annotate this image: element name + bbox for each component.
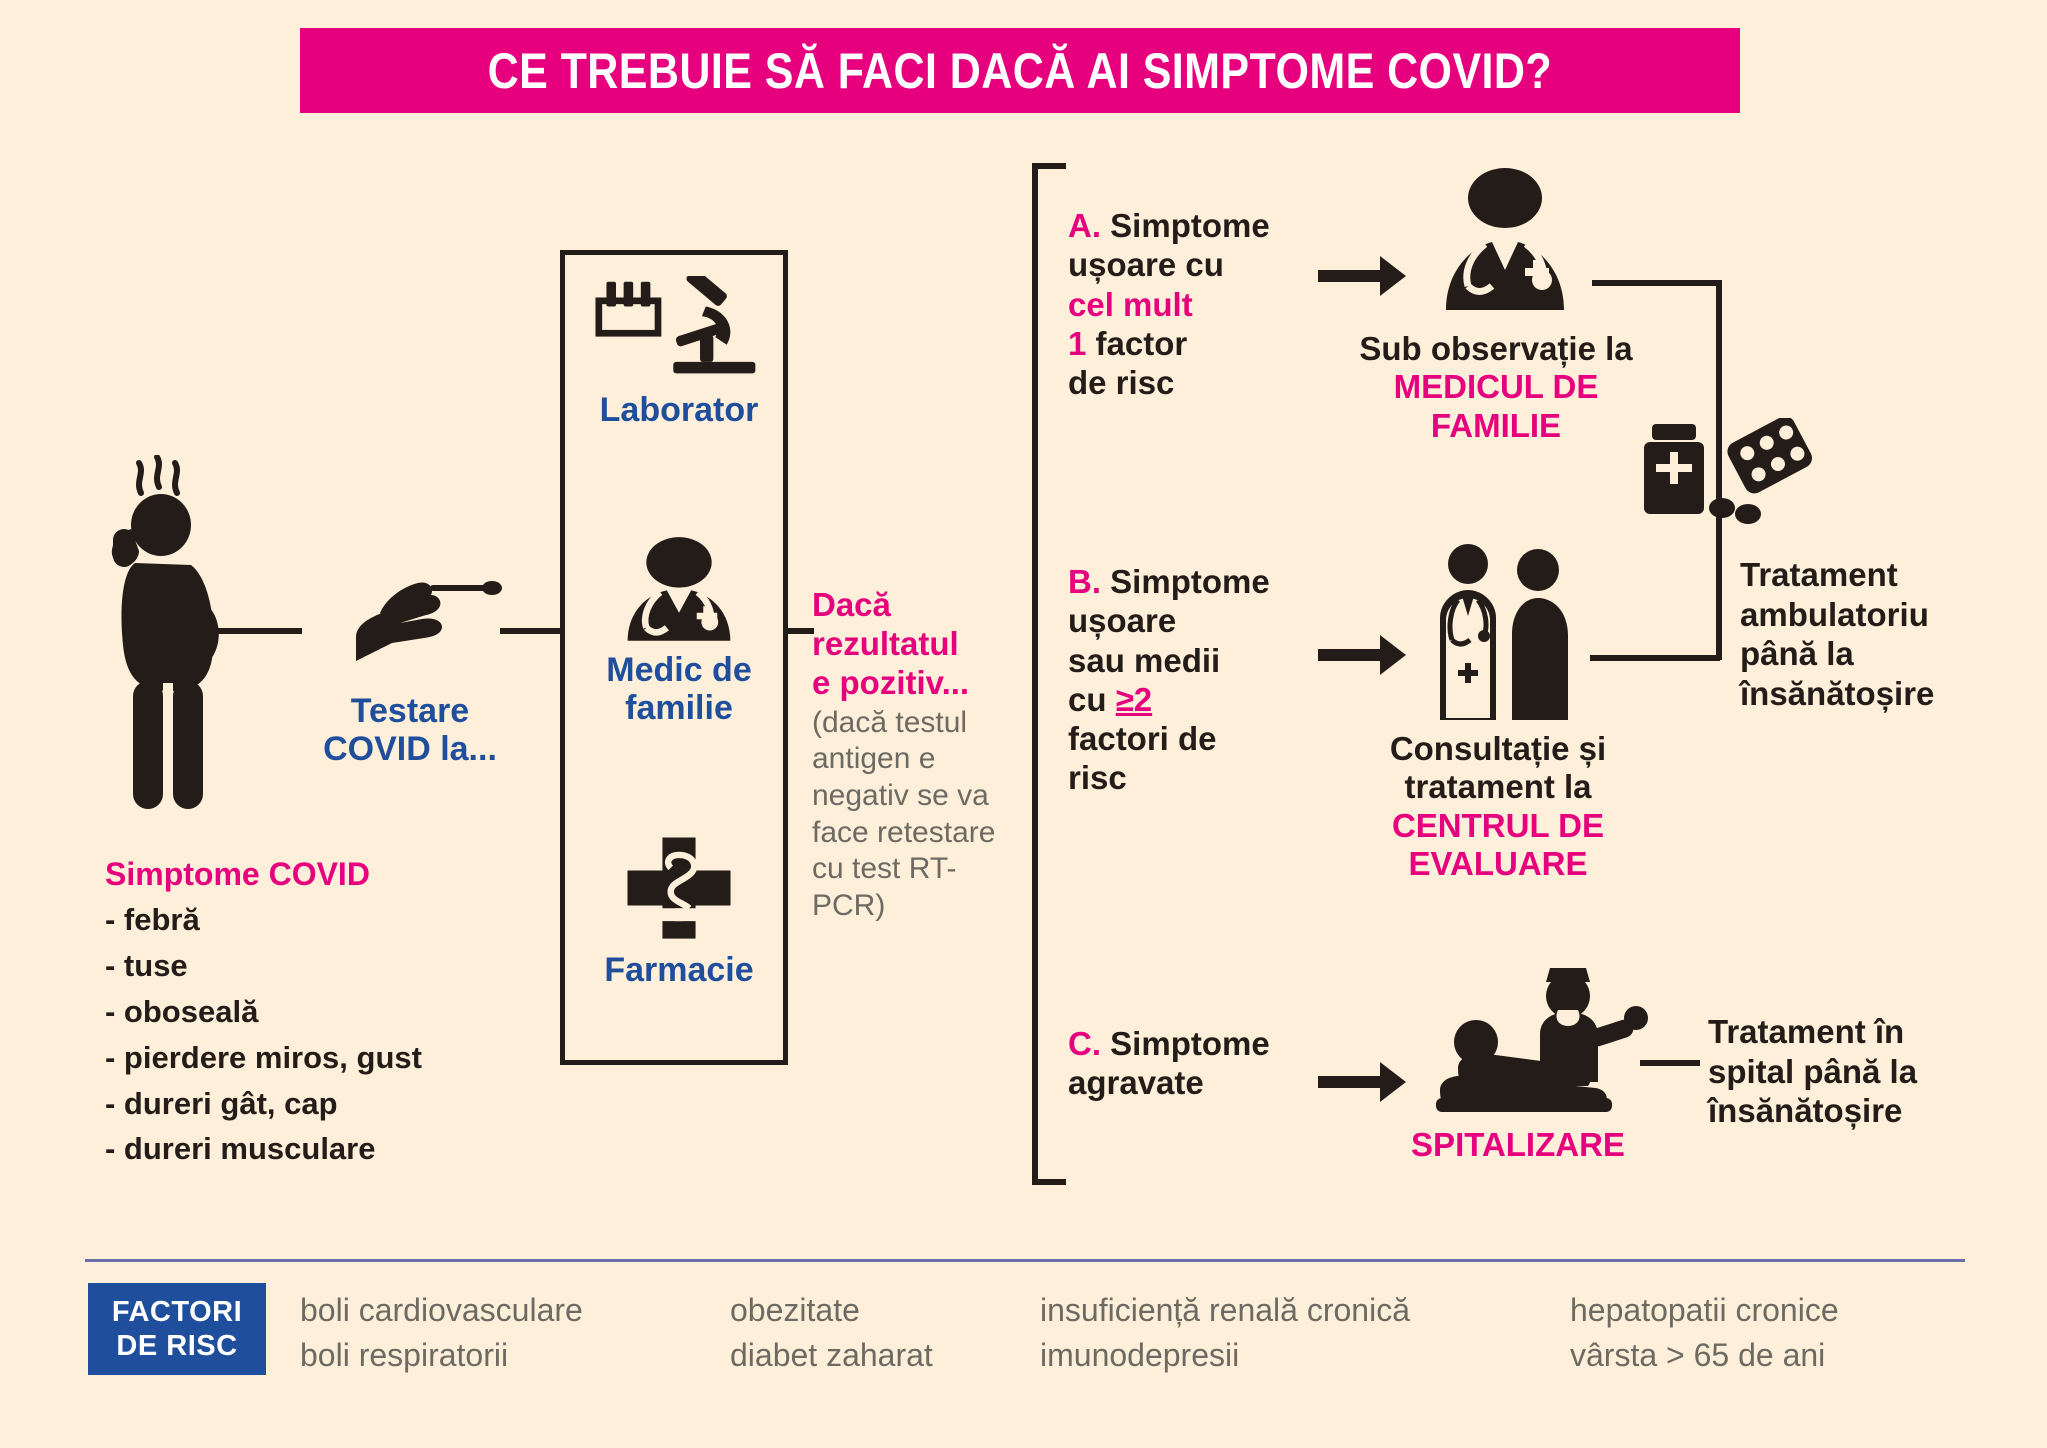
branch-text: de risc xyxy=(1068,364,1175,402)
branch-b xyxy=(1068,562,1283,798)
treatment-line: însănătoșire xyxy=(1708,1092,1903,1130)
risk-item: hepatopatii cronice xyxy=(1570,1292,1839,1328)
treatment-line: spital până la xyxy=(1708,1052,1918,1090)
connector-bed-to-treatment xyxy=(1640,1060,1700,1066)
branch-text: ușoare xyxy=(1068,602,1177,640)
divider xyxy=(85,1259,1965,1262)
branch-a xyxy=(1068,206,1283,402)
medicine-bottle-pills-icon xyxy=(1638,418,1838,528)
swab-test-icon xyxy=(352,565,502,675)
facility-family-doctor xyxy=(565,527,793,727)
arrow-b xyxy=(1318,635,1406,675)
branch-text: agravate xyxy=(1068,1064,1204,1102)
testing-label-line1: Testare xyxy=(350,692,470,730)
outcome-pink-line: SPITALIZARE xyxy=(1411,1126,1625,1163)
branch-bracket xyxy=(1032,163,1066,1185)
facility-laboratory xyxy=(565,267,793,429)
facilities-box xyxy=(560,250,788,1065)
risk-item: diabet zaharat xyxy=(730,1337,933,1374)
branch-text: Simptome xyxy=(1110,207,1270,244)
risk-item: insuficiență renală cronică xyxy=(1040,1292,1410,1328)
risk-column xyxy=(300,1288,583,1379)
treatment-ambulatory xyxy=(1740,555,2030,713)
arrow-a xyxy=(1318,256,1406,296)
testing-label-line2: COVID la... xyxy=(323,730,497,769)
treatment-line: Tratament în xyxy=(1708,1013,1905,1050)
risk-column xyxy=(730,1288,933,1379)
title-banner xyxy=(300,28,1740,113)
outcome-dark-line: Sub observație la xyxy=(1359,330,1633,367)
branch-letter: B. xyxy=(1068,563,1101,600)
symptoms-title: Simptome COVID xyxy=(105,856,370,892)
outcome-pink-line1: MEDICUL DE xyxy=(1393,368,1599,406)
hospital-bed-nurse-icon xyxy=(1428,962,1678,1112)
branch-text: ușoare cu xyxy=(1068,246,1224,284)
outcome-family-doctor xyxy=(1310,330,1682,445)
branch-letter: A. xyxy=(1068,207,1101,244)
doctor-stethoscope-icon xyxy=(1430,160,1580,310)
outcome-pink-line2: FAMILIE xyxy=(1430,406,1562,444)
doctor-and-patient-icon xyxy=(1420,540,1590,720)
branch-text: sau medii xyxy=(1068,641,1221,679)
risk-item: vârsta > 65 de ani xyxy=(1570,1337,1826,1374)
branch-text: cu xyxy=(1068,680,1116,718)
list-item: - dureri gât, cap xyxy=(105,1085,338,1121)
list-item: - tuse xyxy=(105,947,188,983)
facility-pharmacy xyxy=(565,827,793,989)
branch-text: factor xyxy=(1086,324,1188,362)
positive-headline-line1: Dacă xyxy=(812,586,891,623)
pharmacy-cross-icon xyxy=(565,827,793,949)
risk-column xyxy=(1570,1288,1839,1379)
outcome-dark-line2: tratament la xyxy=(1404,768,1592,806)
facility-label xyxy=(565,651,793,727)
family-doctor-icon xyxy=(565,527,793,649)
treatment-hospital xyxy=(1708,1012,1978,1131)
connector-centre-right xyxy=(1590,655,1720,661)
risk-item: obezitate xyxy=(730,1292,860,1328)
risk-item: boli cardiovasculare xyxy=(300,1292,583,1328)
outcome-pink-line1: CENTRUL DE xyxy=(1391,806,1605,844)
risk-factors-badge xyxy=(88,1283,266,1375)
connector-person-to-test xyxy=(212,628,302,634)
branch-highlight: cel mult xyxy=(1068,285,1193,323)
treatment-line: Tratament xyxy=(1740,556,1898,593)
sick-person-icon xyxy=(95,455,245,825)
laboratory-icon xyxy=(565,267,793,389)
connector-facilities-to-result xyxy=(786,628,814,634)
risk-column xyxy=(1040,1288,1410,1379)
facility-label: Laborator xyxy=(599,391,759,429)
branch-text: risc xyxy=(1068,759,1127,797)
facility-label-line2: familie xyxy=(625,689,733,728)
treatment-line: însănătoșire xyxy=(1740,674,1935,712)
branch-highlight-number: ≥2 xyxy=(1115,680,1153,718)
branch-c xyxy=(1068,1024,1283,1103)
positive-headline-line2: rezultatul xyxy=(812,624,959,662)
branch-text: Simptome xyxy=(1110,1025,1270,1062)
facility-label-line1: Medic de xyxy=(606,651,752,689)
branch-text: Simptome xyxy=(1110,563,1270,600)
facility-label: Farmacie xyxy=(604,951,754,989)
list-item: - pierdere miros, gust xyxy=(105,1039,422,1075)
treatment-line: ambulatoriu xyxy=(1740,595,1929,633)
treatment-line: până la xyxy=(1740,635,1854,673)
list-item: - dureri musculare xyxy=(105,1131,376,1167)
positive-result-block xyxy=(812,586,1017,924)
outcome-pink-line2: EVALUARE xyxy=(1408,844,1588,882)
risk-item: imunodepresii xyxy=(1040,1337,1240,1374)
arrow-c xyxy=(1318,1062,1406,1102)
testing-label xyxy=(305,692,515,768)
list-item: - oboseală xyxy=(105,993,259,1029)
connector-test-to-facilities xyxy=(500,628,562,634)
branch-highlight-number: 1 xyxy=(1068,324,1087,362)
outcome-hospitalization xyxy=(1368,1126,1668,1164)
positive-headline-line3: e pozitiv... xyxy=(812,663,970,701)
connector-doctor-right xyxy=(1592,280,1722,286)
outcome-dark-line1: Consultație și xyxy=(1389,730,1607,767)
outcome-evaluation-centre xyxy=(1325,730,1671,883)
positive-note: (dacă testul antigen e negativ se va face retestare cu test RT-PCR) xyxy=(812,705,996,922)
branch-letter: C. xyxy=(1068,1025,1101,1062)
symptoms-list xyxy=(105,897,422,1172)
page-title: CE TREBUIE SĂ FACI DACĂ AI SIMPTOME COVID? xyxy=(487,42,1553,99)
risk-item: boli respiratorii xyxy=(300,1337,509,1374)
risk-badge-line2: DE RISC xyxy=(116,1330,238,1362)
branch-text: factori de xyxy=(1068,720,1217,758)
list-item: - febră xyxy=(105,902,200,937)
risk-badge-line1: FACTORI xyxy=(111,1295,243,1328)
